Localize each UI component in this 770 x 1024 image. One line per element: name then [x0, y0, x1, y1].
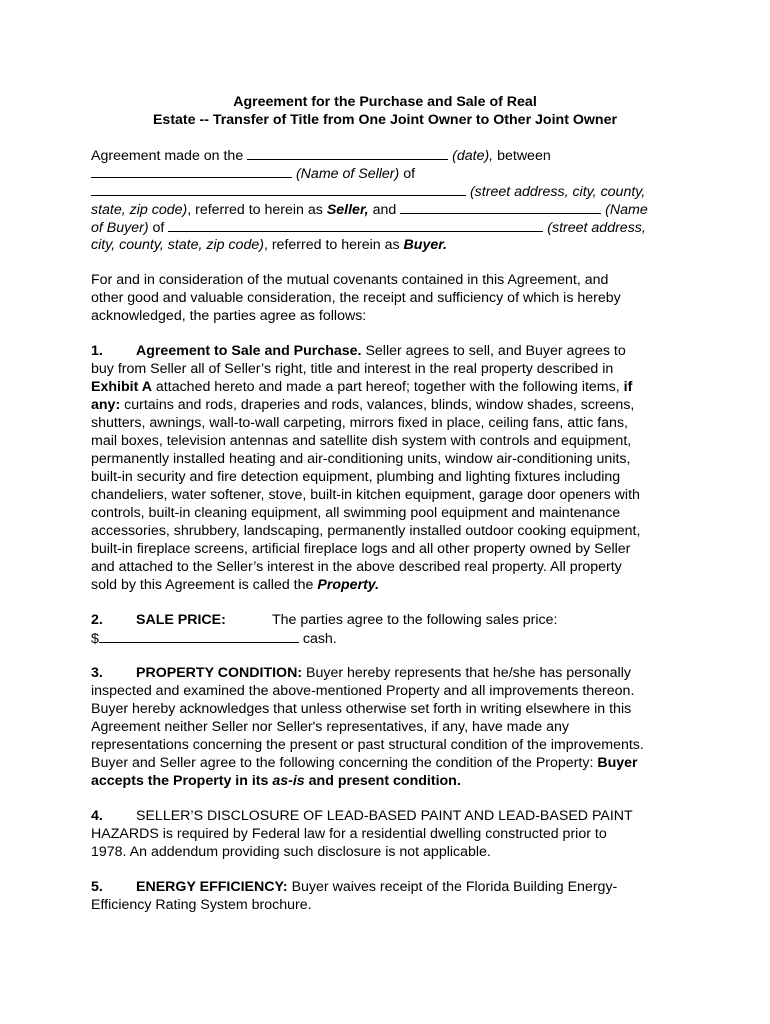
section-2-line: [91, 611, 691, 629]
intro-text: Agreement made on the: [91, 148, 244, 164]
section-3-line: Agreement neither Seller nor Seller's representatives, if any, have made any: [91, 719, 569, 735]
buyer-address-hint: (street address,: [547, 220, 646, 236]
buyer-name-blank[interactable]: [400, 200, 601, 214]
seller-name-hint: (Name of Seller): [295, 166, 400, 182]
buyer-name-hint: (Name: [605, 202, 648, 218]
section-1-text: sold by this Agreement is called the: [91, 577, 314, 593]
section-4-line: [91, 807, 691, 825]
buyer-address-blank[interactable]: [168, 218, 543, 232]
intro-line-6: [91, 236, 691, 254]
title-line-2: Estate -- Transfer of Title from One Joint Owner to Other Joint Owner: [152, 112, 618, 128]
date-blank[interactable]: [247, 146, 448, 160]
section-1-line: [91, 342, 691, 360]
section-4-line: HAZARDS is required by Federal law for a residential dwelling constructed prior to: [91, 826, 607, 842]
buyer-name-hint-2: of Buyer): [91, 220, 149, 236]
section-3-text: Buyer and Seller agree to the following concerning the condition of the Property:: [91, 755, 594, 771]
title-line-1: Agreement for the Purchase and Sale of Real: [233, 94, 537, 110]
exhibit-a-term: Exhibit A: [91, 379, 152, 395]
section-1-line: built-in security and fire detection equipment, plumbing and lighting fixtures including: [91, 469, 621, 485]
and-text: and: [372, 202, 397, 218]
section-3-number: 3.: [91, 665, 103, 681]
section-3-line: Buyer hereby acknowledges that unless otherwise set forth in writing elsewhere in this: [91, 701, 632, 717]
intro-line-5: [91, 218, 691, 236]
section-3-line: representations concerning the present or past structural condition of the improvements.: [91, 737, 644, 753]
section-1-line: shutters, awnings, wall-to-wall carpeting, mirrors fixed in place, ceiling fans, attic fans,: [91, 415, 628, 431]
date-hint: (date),: [452, 148, 494, 164]
section-2-number: 2.: [91, 612, 103, 628]
section-1-line: permanently installed heating and air-conditioning units, window air-conditioning units,: [91, 451, 631, 467]
section-1-line: and attached to the Seller’s interest in the above described real property. All property: [91, 559, 622, 575]
consideration-line: acknowledged, the parties agree as follows:: [91, 308, 367, 324]
section-1-line: mail boxes, television antennas and satellite dish system with controls and equipment,: [91, 433, 632, 449]
section-1-text: curtains and rods, draperies and rods, valances, blinds, window shades, screens,: [124, 397, 635, 413]
any-term: any:: [91, 397, 121, 413]
buyer-bold-term: Buyer: [597, 755, 638, 771]
present-condition-text: and present condition.: [308, 773, 461, 789]
as-is-term: as-is: [272, 773, 305, 789]
if-term: if: [623, 379, 633, 395]
section-4-line: 1978. An addendum providing such disclosure is not applicable.: [91, 844, 491, 860]
consideration-line: For and in consideration of the mutual covenants contained in this Agreement, and: [91, 272, 609, 288]
intro-line-3: [91, 182, 691, 200]
section-3-line: [91, 772, 691, 790]
document-title: [0, 93, 770, 129]
section-5-number: 5.: [91, 879, 103, 895]
referred-text-2: , referred to herein as: [263, 237, 400, 253]
section-3-text: Buyer hereby represents that he/she has personally: [306, 665, 631, 681]
section-1-text: attached hereto and made a part hereof; together with the following items,: [155, 379, 620, 395]
referred-text: , referred to herein as: [187, 202, 323, 218]
seller-term: Seller,: [326, 202, 369, 218]
section-1-line: [91, 396, 691, 414]
section-1-line: controls, built-in cleaning equipment, all swimming pool equipment and maintenance: [91, 505, 621, 521]
section-1-line: [91, 576, 691, 594]
dollar-sign: $: [91, 631, 99, 647]
buyer-term: Buyer.: [403, 237, 447, 253]
between-text: between: [497, 148, 551, 164]
sale-price-blank[interactable]: [99, 629, 299, 643]
seller-name-blank[interactable]: [91, 164, 292, 178]
property-term: Property.: [317, 577, 380, 593]
of-text-2: of: [152, 220, 165, 236]
consideration-line: other good and valuable consideration, the receipt and sufficiency of which is hereby: [91, 290, 621, 306]
section-4-number: 4.: [91, 808, 103, 824]
seller-address-blank[interactable]: [91, 182, 466, 196]
section-1-heading: Agreement to Sale and Purchase.: [136, 343, 362, 359]
cash-text: cash.: [302, 631, 337, 647]
section-1-line: built-in fireplace screens, artificial fireplace logs and all other property owned by Seller: [91, 541, 631, 557]
intro-line-2: [91, 164, 691, 182]
section-1-line: chandeliers, water softener, stove, built-in kitchen equipment, garage door openers with: [91, 487, 640, 503]
section-4-text: SELLER’S DISCLOSURE OF LEAD-BASED PAINT AND LEAD-BASED PAINT: [136, 808, 633, 824]
section-3-line: inspected and examined the above-mentioned Property and all improvements thereon.: [91, 683, 635, 699]
section-1-line: accessories, shrubbery, landscaping, permanently installed outdoor cooking equipment,: [91, 523, 641, 539]
section-2-heading: SALE PRICE:: [136, 612, 226, 628]
section-5-line: [91, 878, 691, 896]
intro-line-4: [91, 200, 691, 218]
of-text: of: [403, 166, 416, 182]
section-3-heading: PROPERTY CONDITION:: [136, 665, 303, 681]
section-5-heading: ENERGY EFFICIENCY:: [136, 879, 288, 895]
seller-address-hint: (street address, city, county,: [469, 184, 646, 200]
section-2-line: [91, 629, 691, 647]
document-body: [91, 146, 691, 914]
section-1-text: Seller agrees to sell, and Buyer agrees to: [365, 343, 626, 359]
state-zip-hint: state, zip code): [91, 202, 188, 218]
section-1-line: [91, 378, 691, 396]
section-1-number: 1.: [91, 343, 103, 359]
section-5-line: Efficiency Rating System brochure.: [91, 897, 312, 913]
intro-line-1: [91, 146, 691, 164]
section-3-line: [91, 664, 691, 682]
section-2-text: The parties agree to the following sales price:: [272, 612, 558, 628]
section-1-line: buy from Seller all of Seller’s right, title and interest in the real property described in: [91, 361, 614, 377]
section-3-line: [91, 754, 691, 772]
accepts-text: accepts the Property in its: [91, 773, 269, 789]
section-5-text: Buyer waives receipt of the Florida Building Energy-: [291, 879, 618, 895]
city-hint: city, county, state, zip code): [91, 237, 264, 253]
